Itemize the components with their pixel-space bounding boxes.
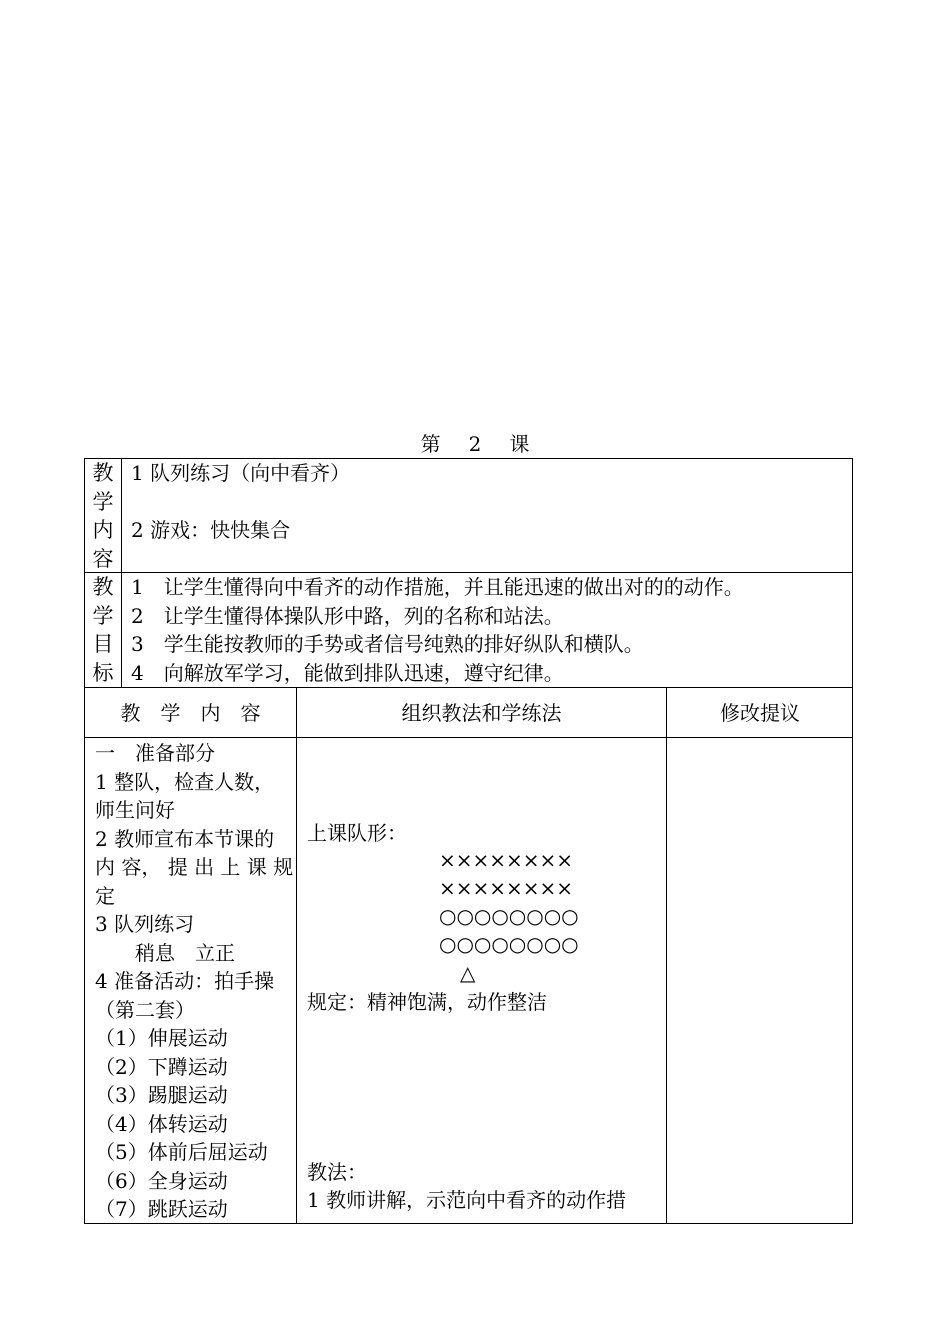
title-part-3: 课: [509, 432, 530, 456]
formation-rule: 规定：精神饱满，动作整洁: [307, 990, 547, 1014]
formation-row-cross-1: ××××××××: [439, 848, 574, 872]
list-item: 一 准备部分: [95, 741, 215, 765]
list-item: （7）跳跃运动: [95, 1197, 228, 1221]
section-goals-label: 教 学 目 标: [85, 573, 122, 687]
goal-item: 4 向解放军学习，能做到排队迅速，遵守纪律。: [131, 660, 564, 685]
list-item: 稍息 立正: [95, 940, 235, 965]
list-item: （2）下蹲运动: [95, 1054, 228, 1079]
header-teaching-content: 教 学 内 容: [120, 701, 261, 725]
list-item: 2 教师宣布本节课的: [95, 826, 275, 851]
list-item: 师生问好: [95, 798, 175, 822]
formation-row-circle-2: ○○○○○○○○: [439, 932, 579, 956]
list-item: （5）体前后屈运动: [95, 1140, 268, 1164]
goal-item: 1 让学生懂得向中看齐的动作措施，并且能迅速的做出对的的动作。: [131, 575, 744, 599]
page-title: [0, 430, 950, 458]
title-part-1: 第: [420, 432, 441, 456]
header-organization-method: 组织教法和学练法: [401, 701, 562, 725]
list-item: 1 整队，检查人数，: [95, 769, 275, 794]
list-item: 定: [95, 883, 115, 908]
title-part-2: 2: [468, 432, 482, 456]
teacher-triangle-icon: △: [460, 961, 476, 985]
method-label: 教法：: [307, 1160, 367, 1184]
content-item: 1 队列练习（向中看齐）: [131, 461, 351, 485]
header-revision-suggestions: 修改提议: [720, 701, 800, 725]
list-item: （4）体转运动: [95, 1111, 228, 1136]
content-item: 2 游戏：快快集合: [131, 518, 291, 542]
goal-item: 2 让学生懂得体操队形中路，列的名称和站法。: [131, 603, 564, 628]
list-item: （6）全身运动: [95, 1168, 228, 1193]
section-teaching-goals: [84, 572, 853, 688]
table-body-row: [84, 737, 853, 1224]
formation-label: 上课队形：: [307, 821, 407, 845]
goal-item: 3 学生能按教师的手势或者信号纯熟的排好纵队和横队。: [131, 632, 644, 656]
table-header-row: [84, 687, 853, 738]
section-teaching-content: [84, 458, 853, 573]
list-item: 4 准备活动：拍手操: [95, 969, 275, 993]
list-item: 内 容， 提 出 上 课 规: [95, 855, 294, 879]
formation-row-circle-1: ○○○○○○○○: [439, 904, 579, 928]
method-item: 1 教师讲解，示范向中看齐的动作措: [307, 1188, 627, 1212]
col-teaching-content: [95, 739, 295, 1224]
section-content-label: 教 学 内 容: [85, 459, 122, 572]
list-item: （第二套）: [95, 997, 195, 1022]
col-revision-suggestions: [667, 738, 853, 1223]
col-organization-method: [297, 738, 666, 1223]
list-item: （3）踢腿运动: [95, 1083, 228, 1107]
list-item: 3 队列练习: [95, 912, 195, 936]
list-item: （1）伸展运动: [95, 1026, 228, 1050]
formation-row-cross-2: ××××××××: [439, 876, 574, 900]
